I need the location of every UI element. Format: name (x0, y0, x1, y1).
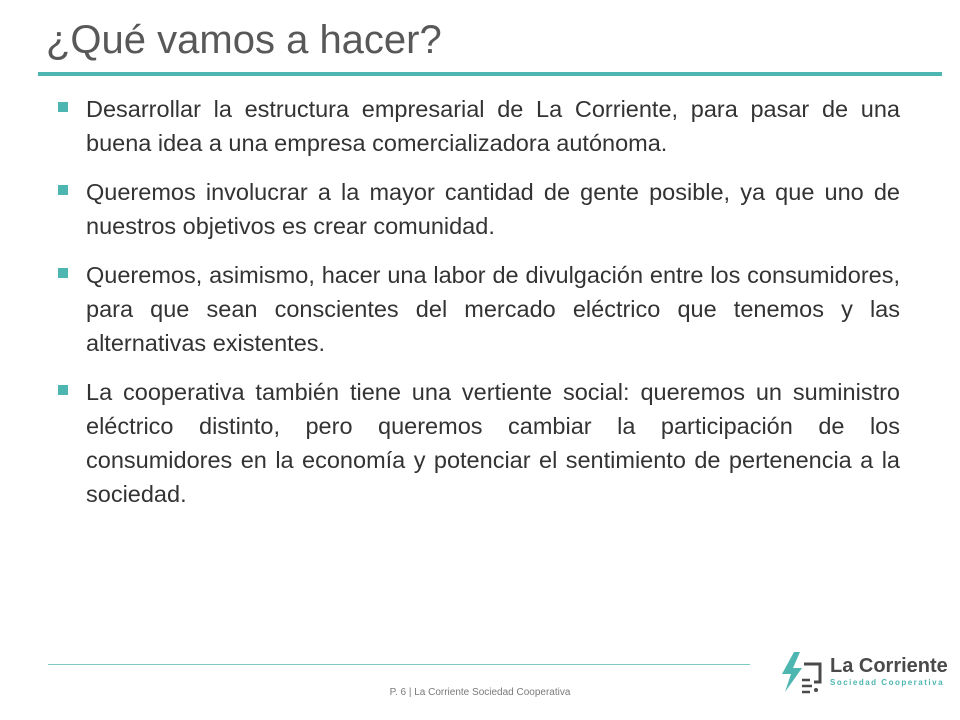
list-item (54, 175, 900, 243)
square-bullet-icon (58, 268, 68, 278)
square-bullet-icon (58, 185, 68, 195)
logo-name: La Corriente (830, 655, 948, 677)
bullet-text: La cooperativa también tiene una vertiente social: queremos un suministro eléctrico distinto, pero queremos cambiar la participación de los consumidores en la economía y potenciar el sentimiento de pertenencia a la sociedad. (86, 379, 900, 507)
bullet-text: Queremos involucrar a la mayor cantidad de gente posible, ya que uno de nuestros objetivos es crear comunidad. (86, 179, 900, 239)
footer-text: P. 6 | La Corriente Sociedad Cooperativa (389, 687, 571, 698)
title-divider (38, 72, 942, 76)
logo-subtitle: Sociedad Cooperativa (830, 678, 945, 687)
list-item (54, 375, 900, 511)
bullet-text: Queremos, asimismo, hacer una labor de divulgación entre los consumidores, para que sean conscientes del mercado eléctrico que tenemos y las alternativas existentes. (86, 262, 900, 356)
footer-divider (48, 664, 750, 665)
lightning-bolt-icon (776, 650, 826, 696)
square-bullet-icon (58, 385, 68, 395)
company-logo (776, 650, 946, 696)
list-item (54, 92, 900, 160)
list-item (54, 258, 900, 360)
bullet-text: Desarrollar la estructura empresarial de La Corriente, para pasar de una buena idea a una empresa comercializadora autónoma. (86, 96, 900, 156)
bullet-list (54, 92, 900, 526)
square-bullet-icon (58, 102, 68, 112)
slide-title: ¿Qué vamos a hacer? (46, 18, 442, 62)
